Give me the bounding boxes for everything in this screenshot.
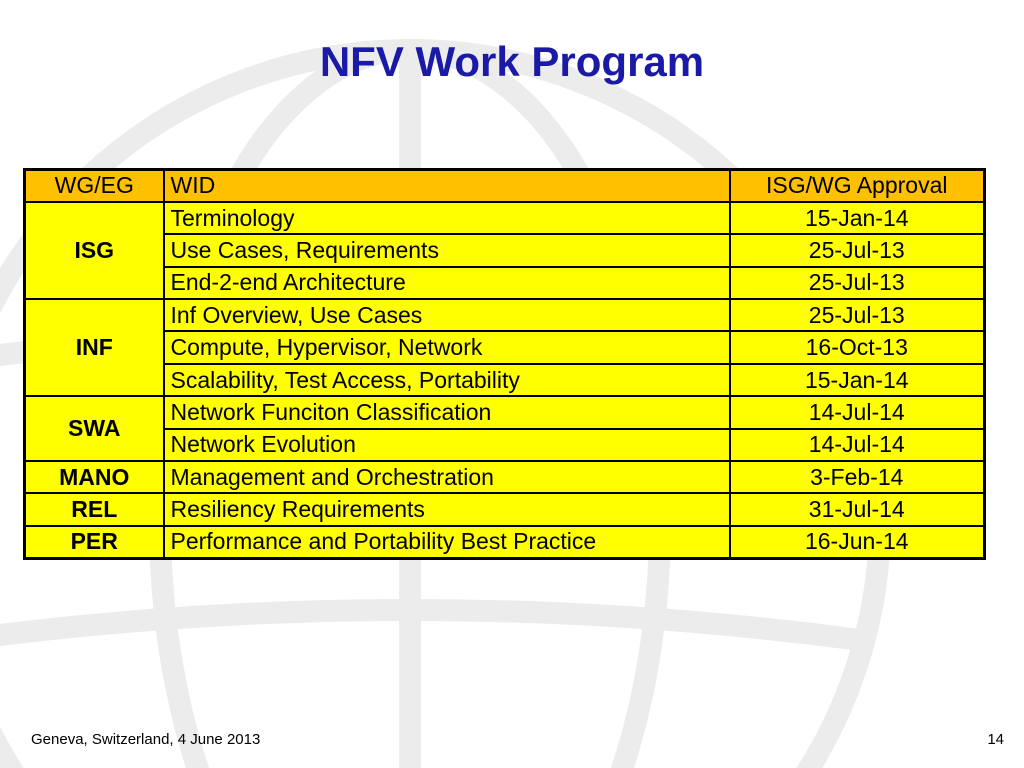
wid-cell: Use Cases, Requirements bbox=[164, 234, 730, 266]
work-program-table bbox=[23, 168, 986, 560]
table-row bbox=[25, 429, 985, 461]
page-number: 14 bbox=[987, 731, 1004, 748]
approval-cell: 25-Jul-13 bbox=[730, 267, 985, 299]
wid-cell: Scalability, Test Access, Portability bbox=[164, 364, 730, 396]
table-row bbox=[25, 396, 985, 428]
table-header-row bbox=[25, 170, 985, 202]
header-approval: ISG/WG Approval bbox=[730, 170, 985, 202]
table-row bbox=[25, 202, 985, 234]
wid-cell: Resiliency Requirements bbox=[164, 493, 730, 525]
approval-cell: 16-Oct-13 bbox=[730, 331, 985, 363]
approval-cell: 25-Jul-13 bbox=[730, 299, 985, 331]
approval-cell: 15-Jan-14 bbox=[730, 364, 985, 396]
table-row bbox=[25, 234, 985, 266]
approval-cell: 15-Jan-14 bbox=[730, 202, 985, 234]
approval-cell: 14-Jul-14 bbox=[730, 396, 985, 428]
wid-cell: Compute, Hypervisor, Network bbox=[164, 331, 730, 363]
table-row bbox=[25, 493, 985, 525]
group-cell: MANO bbox=[25, 461, 164, 493]
table-row bbox=[25, 267, 985, 299]
approval-cell: 3-Feb-14 bbox=[730, 461, 985, 493]
wid-cell: Network Funciton Classification bbox=[164, 396, 730, 428]
wid-cell: Network Evolution bbox=[164, 429, 730, 461]
approval-cell: 14-Jul-14 bbox=[730, 429, 985, 461]
header-wg-eg: WG/EG bbox=[25, 170, 164, 202]
group-cell: PER bbox=[25, 526, 164, 558]
group-cell: INF bbox=[25, 299, 164, 396]
group-cell: ISG bbox=[25, 202, 164, 299]
approval-cell: 31-Jul-14 bbox=[730, 493, 985, 525]
table-row bbox=[25, 526, 985, 558]
wid-cell: Inf Overview, Use Cases bbox=[164, 299, 730, 331]
group-cell: REL bbox=[25, 493, 164, 525]
table-row bbox=[25, 331, 985, 363]
group-cell: SWA bbox=[25, 396, 164, 461]
wid-cell: Terminology bbox=[164, 202, 730, 234]
slide-title: NFV Work Program bbox=[319, 38, 705, 85]
table-row bbox=[25, 299, 985, 331]
table-row bbox=[25, 364, 985, 396]
table-row bbox=[25, 461, 985, 493]
wid-cell: Management and Orchestration bbox=[164, 461, 730, 493]
approval-cell: 16-Jun-14 bbox=[730, 526, 985, 558]
wid-cell: Performance and Portability Best Practice bbox=[164, 526, 730, 558]
header-wid: WID bbox=[164, 170, 730, 202]
footer-location-date: Geneva, Switzerland, 4 June 2013 bbox=[31, 731, 261, 748]
wid-cell: End-2-end Architecture bbox=[164, 267, 730, 299]
approval-cell: 25-Jul-13 bbox=[730, 234, 985, 266]
